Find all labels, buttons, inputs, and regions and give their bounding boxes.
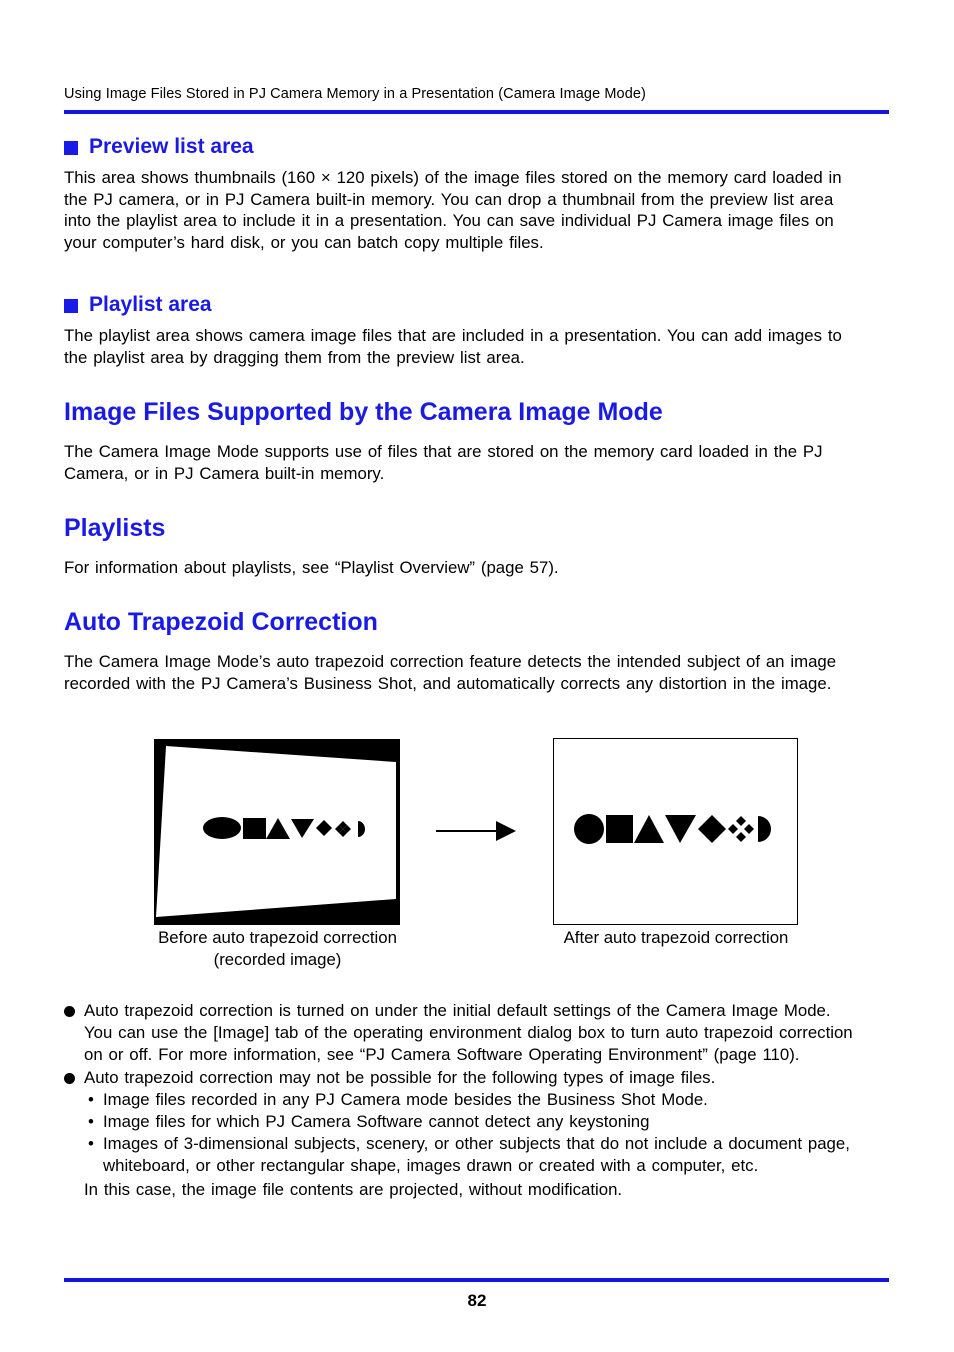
small-bullet-icon: • [88, 1089, 94, 1109]
running-header: Using Image Files Stored in PJ Camera Memory in a Presentation (Camera Image Mode) [64, 86, 646, 102]
small-bullet-icon: • [88, 1112, 94, 1132]
playlist-area-heading-text: Playlist area [89, 293, 212, 316]
playlists-paragraph: For information about playlists, see “Playlist Overview” (page 57). [64, 558, 559, 577]
trapezoid-paragraph: The Camera Image Mode’s auto trapezoid correction feature detects the intended subject of an image recorded with the PJ Camera’s Business Shot, and automatically corrects any distortion in the image. [64, 652, 837, 693]
after-correction-image [553, 738, 799, 926]
trapezoid-heading: Auto Trapezoid Correction [64, 608, 378, 636]
sub-bullet-text: Image files recorded in any PJ Camera mode besides the Business Shot Mode. [103, 1089, 708, 1109]
small-bullet-icon: • [88, 1134, 94, 1154]
playlist-area-heading [64, 293, 212, 317]
before-correction-image [154, 739, 400, 925]
playlists-heading: Playlists [64, 514, 166, 542]
preview-list-paragraph: This area shows thumbnails (160 × 120 pixels) of the image files stored on the memory card loaded in the PJ camera, or in PJ Camera built-in memory. You can drop a thumbnail from the preview list area into the playlist area to include it in a presentation. You can save individual PJ Camera image files on your computer’s hard disk, or you can batch copy multiple files. [64, 168, 842, 253]
sub-list-item [64, 1133, 864, 1177]
list-item [64, 1000, 864, 1067]
preview-list-heading [64, 135, 254, 159]
supported-files-heading: Image Files Supported by the Camera Image Mode [64, 398, 663, 426]
sub-list-item [64, 1089, 864, 1111]
square-bullet-icon [64, 299, 78, 313]
supported-files-paragraph: The Camera Image Mode supports use of files that are stored on the memory card loaded in the PJ Camera, or in PJ Camera built-in memory. [64, 442, 823, 483]
after-caption: After auto trapezoid correction [563, 928, 789, 947]
header-rule [64, 110, 889, 114]
before-caption [130, 927, 425, 971]
list-item [64, 1067, 864, 1089]
preview-list-heading-text: Preview list area [89, 135, 254, 158]
before-caption-line1: Before auto trapezoid correction [158, 928, 397, 947]
before-caption-line2: (recorded image) [213, 950, 342, 969]
playlist-area-paragraph: The playlist area shows camera image files that are included in a presentation. You can add images to the playlist area by dragging them from the preview list area. [64, 326, 842, 367]
bullet-dot-icon [64, 1073, 75, 1084]
bullet-dot-icon [64, 1006, 75, 1017]
sub-bullet-text: Image files for which PJ Camera Software cannot detect any keystoning [103, 1112, 650, 1132]
page-number: 82 [467, 1291, 487, 1310]
closing-note: In this case, the image file contents are projected, without modification. [84, 1179, 623, 1199]
notes-list [64, 1000, 864, 1201]
sub-bullet-text: Images of 3-dimensional subjects, scenery, or other subjects that do not include a document page, whiteboard, or other rectangular shape, images drawn or created with a computer, etc. [103, 1134, 850, 1176]
square-bullet-icon [64, 141, 78, 155]
footer-rule [64, 1278, 889, 1282]
bullet-text: Auto trapezoid correction is turned on under the initial default settings of the Camera Image Mode. You can use the [Image] tab of the operating environment dialog box to turn auto trapezoid correction on or off. For more information, see “PJ Camera Software Operating Environment” (page 110). [84, 1001, 853, 1065]
bullet-text: Auto trapezoid correction may not be possible for the following types of image files. [84, 1067, 716, 1087]
arrow-icon [436, 819, 518, 843]
sub-list-item [64, 1111, 864, 1133]
